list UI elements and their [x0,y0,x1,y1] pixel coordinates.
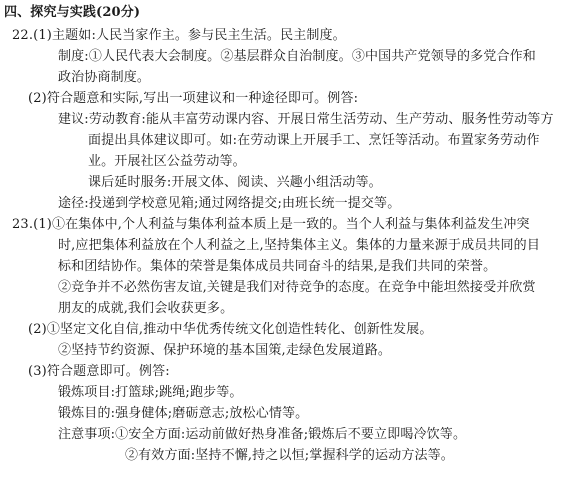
q22-suggestion-line4: 课后延时服务:开展文体、阅读、兴趣小组活动等。 [88,175,382,190]
q23-part1-line1: 23.(1)①在集体中,个人利益与集体利益本质上是一致的。当个人利益与集体利益发生冲突 [12,217,530,232]
q22-part2-intro: (2)符合题意和实际,写出一项建议和一种途径即可。例答: [28,91,359,106]
q23-exercise-purpose: 锻炼目的:强身健体;磨砺意志;放松心情等。 [58,406,309,421]
q22-part1-line2: 制度:①人民代表大会制度。②基层群众自治制度。③中国共产党领导的多党合作和 [58,49,536,64]
q23-exercise-project: 锻炼项目:打篮球;跳绳;跑步等。 [58,385,243,400]
q23-notes-line2: ②有效方面:坚持不懈,持之以恒;掌握科学的运动方法等。 [125,448,454,463]
q23-notes-line1: 注意事项:①安全方面:运动前做好热身准备;锻炼后不要立即喝冷饮等。 [58,427,467,442]
q22-approach: 途径:投递到学校意见箱;通过网络提交;由班长统一提交等。 [58,196,401,211]
q23-part2-line2: ②坚持节约资源、保护环境的基本国策,走绿色发展道路。 [58,343,392,358]
q22-suggestion-line3: 业。开展社区公益劳动等。 [88,154,246,169]
q22-suggestion-line1: 建议:劳动教育:能从丰富劳动课内容、开展日常生活劳动、生产劳动、服务性劳动等方 [58,112,554,127]
q23-part1-line2: 时,应把集体利益放在个人利益之上,坚持集体主义。集体的力量来源于成员共同的目 [58,238,540,253]
q23-part1-line4: ②竞争并不必然伤害友谊,关键是我们对待竞争的态度。在竞争中能坦然接受并欣赏 [58,280,536,295]
q22-suggestion-line2: 面提出具体建议即可。如:在劳动课上开展手工、烹饪等活动。布置家务劳动作 [88,133,540,148]
q22-part1-line3: 政治协商制度。 [58,70,151,85]
q23-part3-intro: (3)符合题意即可。例答: [28,364,170,379]
q23-part2-line1: (2)①坚定文化自信,推动中华优秀传统文化创造性转化、创新性发展。 [28,322,433,337]
section-title: 四、探究与实践(20分) [4,5,141,20]
q23-part1-line5: 朋友的成就,我们会收获更多。 [58,301,234,316]
q22-part1-line1: 22.(1)主题如:人民当家作主。参与民主生活。民主制度。 [12,28,346,43]
q23-part1-line3: 标和团结协作。集体的荣誉是集体成员共同奋斗的结果,是我们共同的荣誉。 [58,259,497,274]
